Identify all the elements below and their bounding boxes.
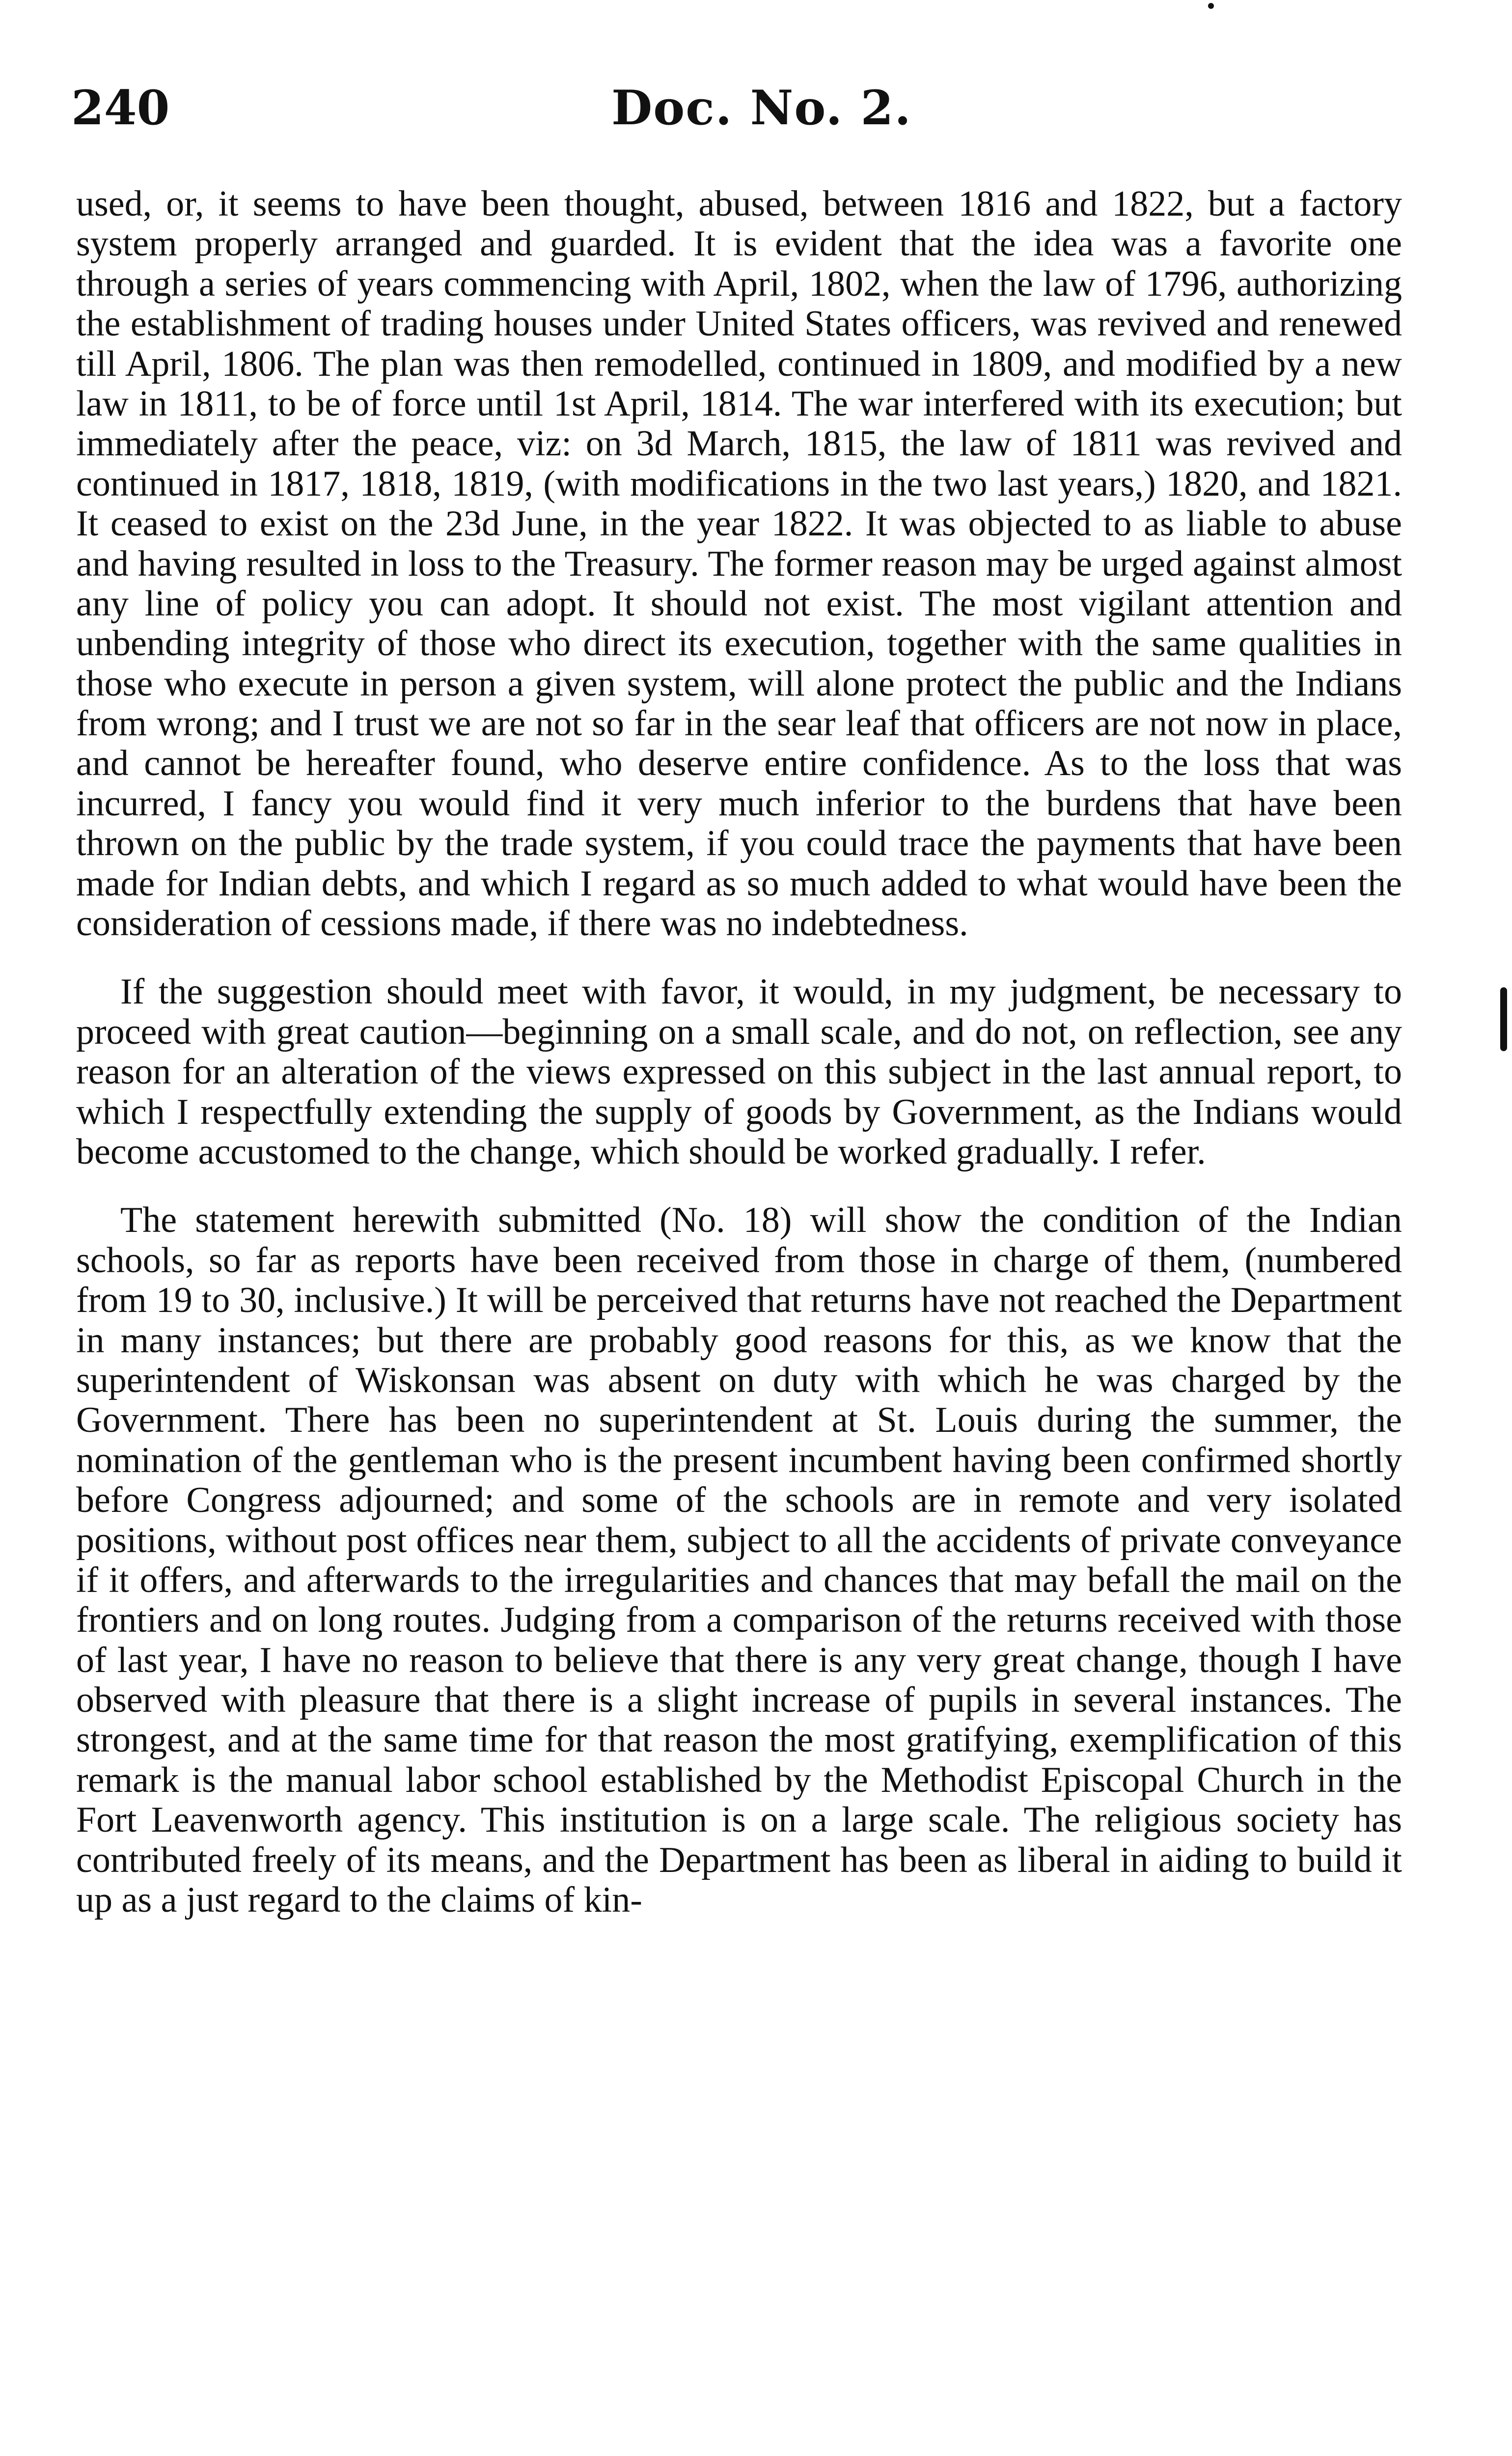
running-head: Doc. No. 2.: [611, 80, 912, 136]
page-number: 240: [71, 80, 170, 136]
scan-edge-mark: [1500, 987, 1507, 1051]
paragraph-factory-suggestion: If the suggestion should meet with favor, it would, in my judgment, be necessary to proceed with great caution—beginning on a small scale, and do not, on reflection, see any reason for an alteration of the views expressed on this subject in the last annual report, to which I respectfully extending the supply of goods by Government, as the Indians would become accustomed to the change, which should be worked gradually. I refer.: [76, 972, 1402, 1172]
paragraph-continued: used, or, it seems to have been thought, abused, between 1816 and 1822, but a factory system properly arranged and guarded. It is evident that the idea was a favorite one through a series of years commencing with April, 1802, when the law of 1796, authorizing the establishment of trading houses under United States officers, was revived and renewed till April, 1806. The plan was then remodelled, continued in 1809, and modified by a new law in 1811, to be of force until 1st April, 1814. The war interfered with its execution; but immediately after the peace, viz: on 3d March, 1815, the law of 1811 was revived and continued in 1817, 1818, 1819, (with modifications in the two last years,) 1820, and 1821. It ceased to exist on the 23d June, in the year 1822. It was objected to as liable to abuse and having resulted in loss to the Treasury. The former reason may be urged against almost any line of policy you can adopt. It should not exist. The most vigilant attention and unbending integrity of those who direct its execution, together with the same qualities in those who execute in person a given system, will alone protect the public and the Indians from wrong; and I trust we are not so far in the sear leaf that officers are not now in place, and cannot be hereafter found, who deserve entire confidence. As to the loss that was incurred, I fancy you would find it very much inferior to the burdens that have been thrown on the public by the trade system, if you could trace the payments that have been made for Indian debts, and which I regard as so much added to what would have been the consideration of cessions made, if there was no indebtedness.: [76, 184, 1402, 944]
body-text: [76, 184, 1402, 1949]
scan-speck: [1208, 3, 1214, 9]
page-header: [71, 79, 1417, 157]
paragraph-indian-schools: The statement herewith submitted (No. 18) will show the condition of the Indian schools, so far as reports have been received from those in charge of them, (numbered from 19 to 30, inclusive.) It will be perceived that returns have not reached the Department in many instances; but there are probably good reasons for this, as we know that the superintendent of Wiskonsan was absent on duty with which he was charged by the Government. There has been no superintendent at St. Louis during the summer, the nomination of the gentleman who is the present incumbent having been confirmed shortly before Congress adjourned; and some of the schools are in remote and very isolated positions, without post offices near them, subject to all the accidents of private conveyance if it offers, and afterwards to the irregularities and chances that may befall the mail on the frontiers and on long routes. Judging from a comparison of the returns received with those of last year, I have no reason to believe that there is any very great change, though I have observed with pleasure that there is a slight increase of pupils in several instances. The strongest, and at the same time for that reason the most gratifying, exemplification of this remark is the manual labor school established by the Methodist Episcopal Church in the Fort Leavenworth agency. This institution is on a large scale. The religious society has contributed freely of its means, and the Department has been as liberal in aiding to build it up as a just regard to the claims of kin-: [76, 1200, 1402, 1921]
